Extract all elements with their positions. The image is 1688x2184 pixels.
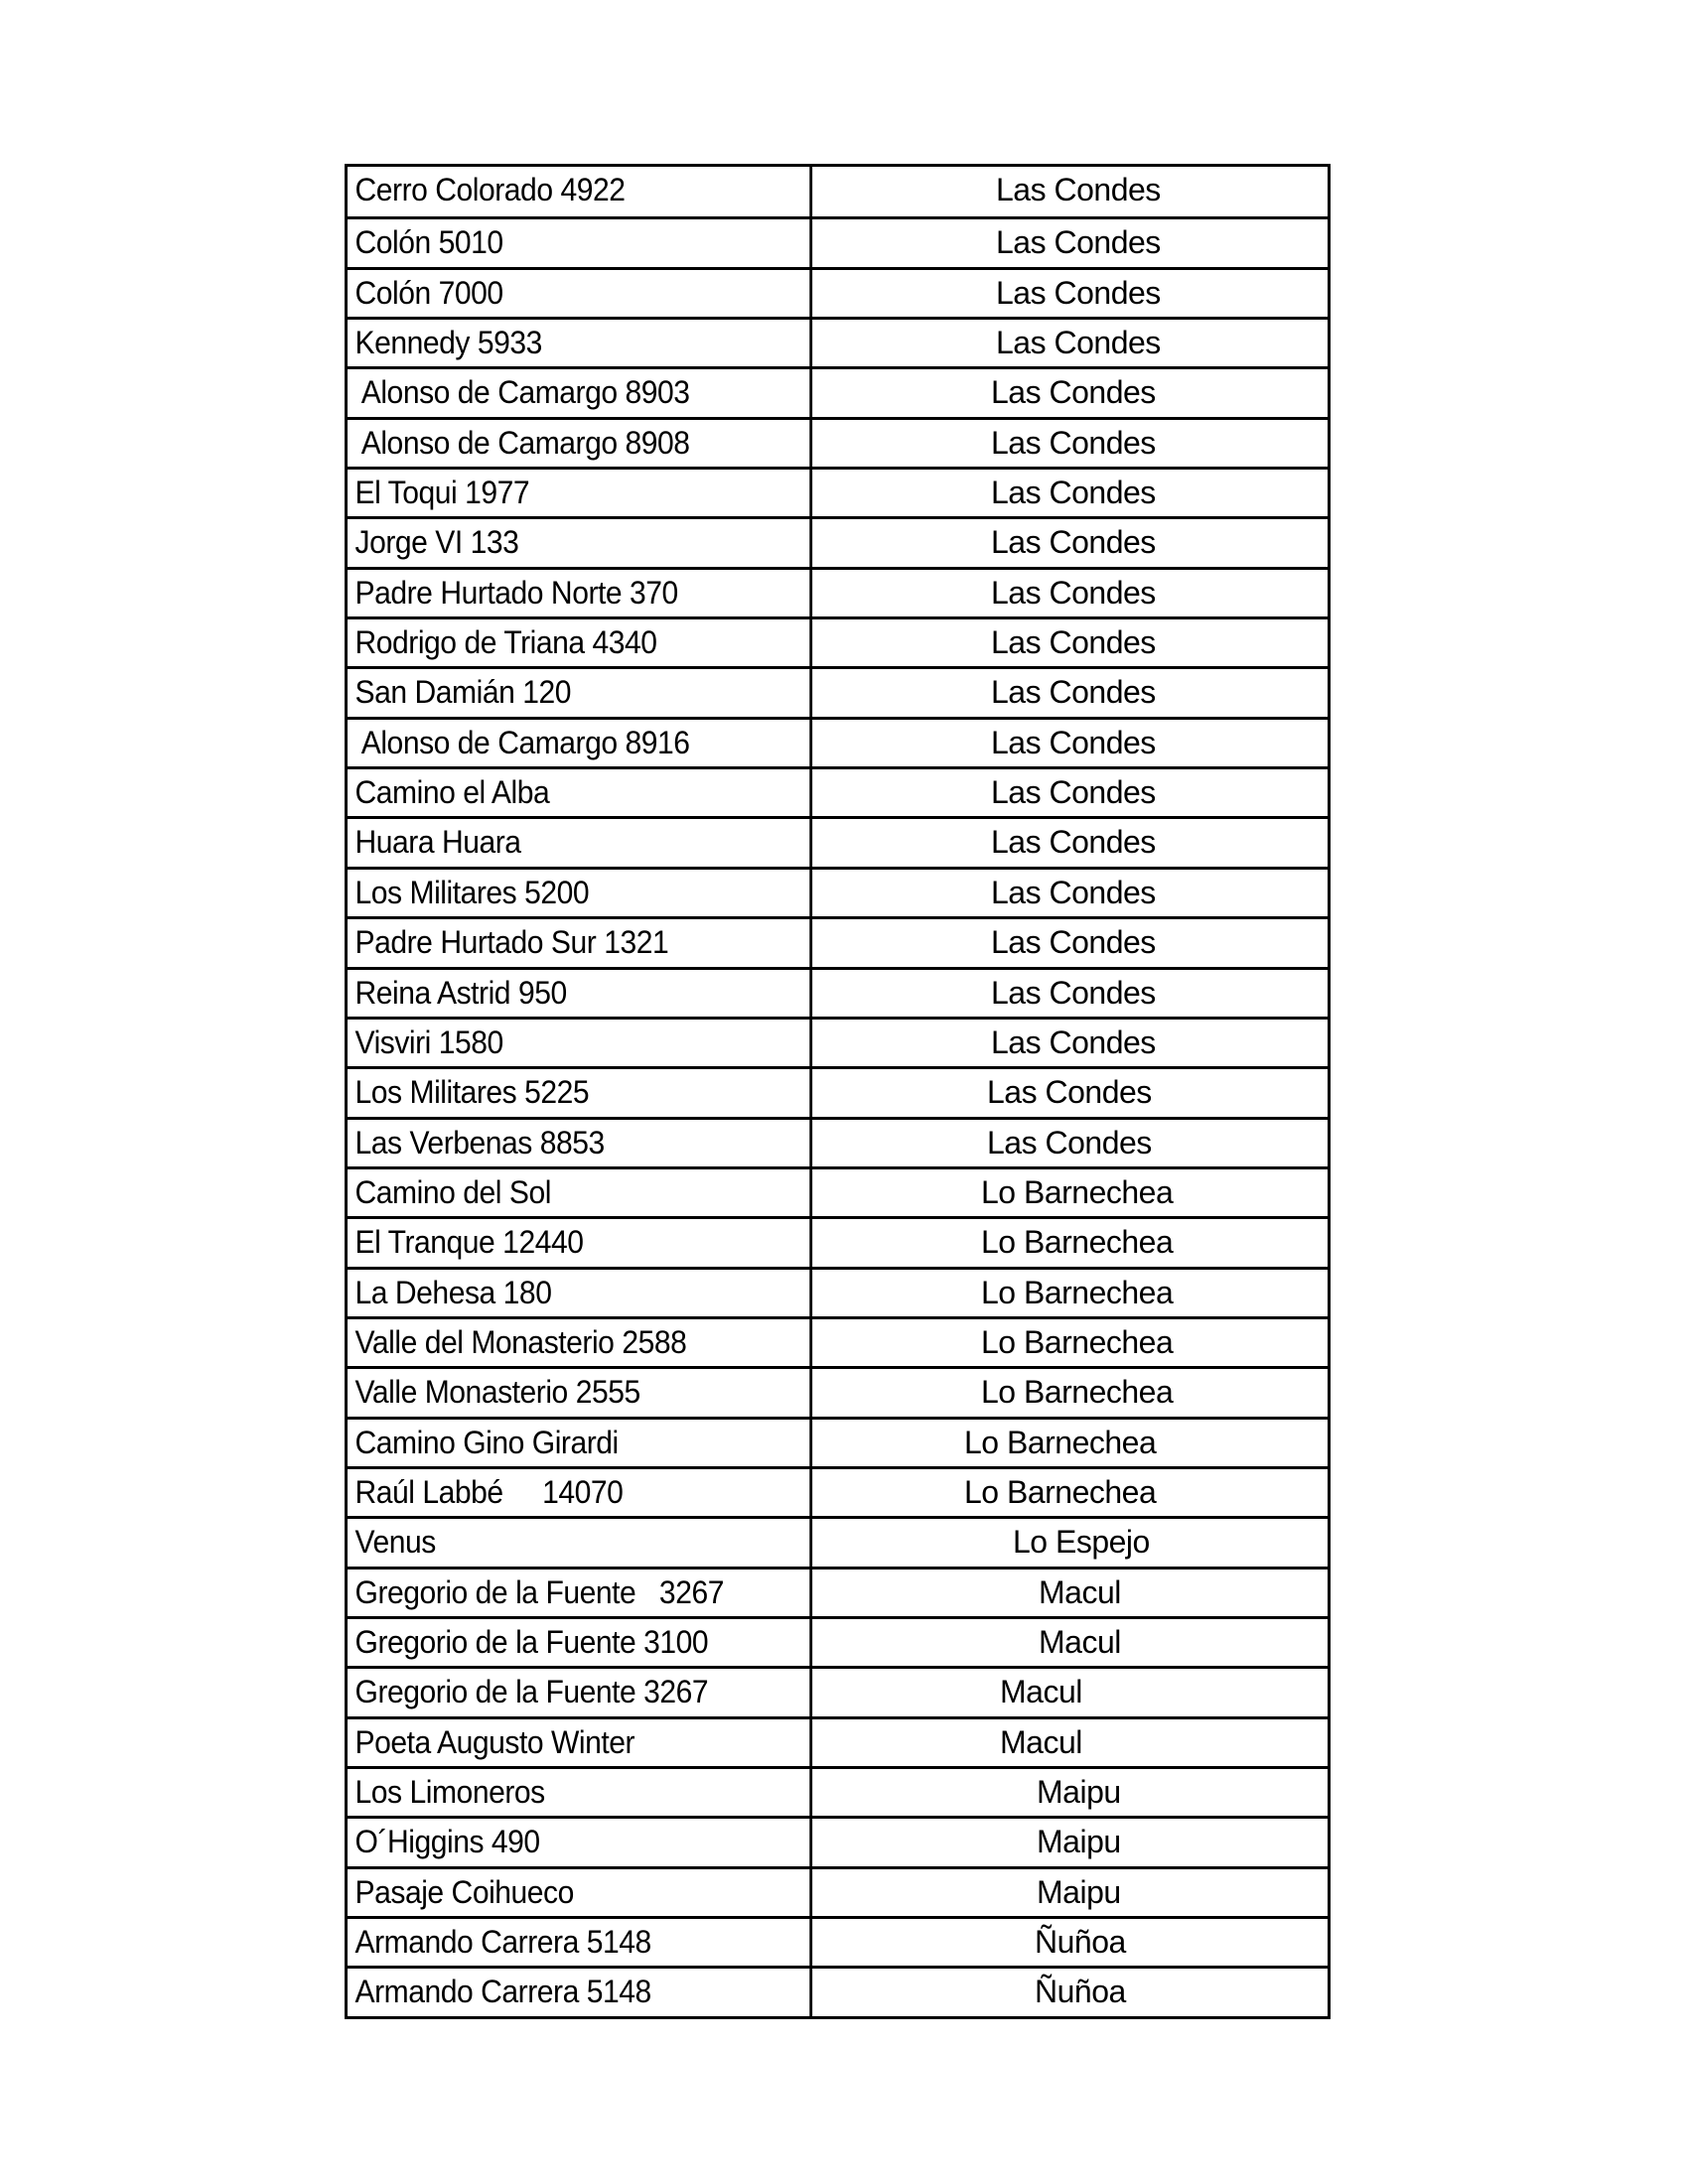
address-cell: Valle Monasterio 2555 [348, 1369, 812, 1416]
address-cell: Jorge VI 133 [348, 519, 812, 566]
address-cell: El Toqui 1977 [348, 470, 812, 516]
table-row [348, 1216, 1328, 1266]
table-row [348, 417, 1328, 467]
table-row [348, 1567, 1328, 1616]
commune-cell: Las Condes [991, 624, 1156, 661]
commune-cell: Macul [1039, 1623, 1121, 1660]
address-cell: Poeta Augusto Winter [348, 1719, 812, 1766]
address-cell: Raúl Labbé 14070 [348, 1469, 812, 1516]
commune-cell: Maipu [1037, 1824, 1121, 1860]
commune-cell: Las Condes [991, 424, 1156, 461]
commune-cell: Las Condes [991, 475, 1156, 511]
table-row [348, 467, 1328, 516]
table-row [348, 816, 1328, 866]
table-row [348, 1966, 1328, 2015]
table-row [348, 1417, 1328, 1466]
address-cell: Padre Hurtado Sur 1321 [348, 919, 812, 966]
table-row [348, 216, 1328, 266]
table-row [348, 616, 1328, 666]
address-cell: Las Verbenas 8853 [348, 1120, 812, 1166]
commune-cell: Lo Barnechea [981, 1224, 1174, 1261]
commune-cell: Las Condes [996, 325, 1161, 361]
address-cell: Colón 7000 [348, 270, 812, 317]
table-row [348, 1316, 1328, 1366]
address-cell: Venus [348, 1519, 812, 1566]
table-row [348, 717, 1328, 766]
table-row [348, 1816, 1328, 1865]
commune-cell: Las Condes [991, 874, 1156, 910]
table-row [348, 317, 1328, 366]
commune-cell: Las Condes [991, 574, 1156, 611]
table-row [348, 1017, 1328, 1066]
table-row [348, 1716, 1328, 1766]
table-row [348, 1766, 1328, 1816]
address-cell: Gregorio de la Fuente 3100 [348, 1619, 812, 1666]
address-cell: Los Limoneros [348, 1769, 812, 1816]
address-cell: Huara Huara [348, 819, 812, 866]
table-row [348, 167, 1328, 216]
address-cell: Padre Hurtado Norte 370 [348, 570, 812, 616]
table-row [348, 1866, 1328, 1916]
commune-cell: Las Condes [991, 924, 1156, 961]
address-cell: San Damián 120 [348, 669, 812, 716]
address-cell: El Tranque 12440 [348, 1219, 812, 1266]
commune-cell: Lo Espejo [1013, 1524, 1150, 1561]
table-row [348, 1466, 1328, 1516]
address-cell: Alonso de Camargo 8916 [348, 720, 812, 766]
commune-cell: Maipu [1037, 1873, 1121, 1910]
commune-cell: Las Condes [996, 274, 1161, 311]
address-cell: Colón 5010 [348, 219, 812, 266]
table-row [348, 1166, 1328, 1216]
commune-cell: Las Condes [987, 1074, 1152, 1111]
commune-cell: Lo Barnechea [981, 1323, 1174, 1360]
address-cell: Reina Astrid 950 [348, 970, 812, 1017]
address-cell: O´Higgins 490 [348, 1819, 812, 1865]
commune-cell: Lo Barnechea [981, 1173, 1174, 1210]
address-cell: Visviri 1580 [348, 1020, 812, 1066]
commune-cell: Maipu [1037, 1774, 1121, 1810]
commune-cell: Las Condes [991, 374, 1156, 411]
table-row [348, 1117, 1328, 1166]
commune-cell: Lo Barnechea [981, 1374, 1174, 1411]
address-cell: Cerro Colorado 4922 [348, 167, 812, 216]
address-cell: Gregorio de la Fuente 3267 [348, 1570, 812, 1616]
commune-cell: Macul [1000, 1674, 1082, 1710]
commune-cell: Las Condes [991, 524, 1156, 561]
commune-cell: Las Condes [991, 674, 1156, 711]
address-cell: Gregorio de la Fuente 3267 [348, 1669, 812, 1715]
commune-cell: Macul [1000, 1723, 1082, 1760]
commune-cell: Las Condes [991, 824, 1156, 861]
commune-cell: Las Condes [991, 774, 1156, 811]
table-row [348, 1916, 1328, 1966]
table-row [348, 967, 1328, 1017]
table-row [348, 567, 1328, 616]
commune-cell: Macul [1039, 1573, 1121, 1610]
address-cell: Camino del Sol [348, 1169, 812, 1216]
commune-cell: Las Condes [987, 1124, 1152, 1160]
table-row [348, 1616, 1328, 1666]
table-row [348, 1666, 1328, 1715]
commune-cell: Lo Barnechea [981, 1274, 1174, 1310]
address-table [345, 164, 1331, 2019]
address-cell: Camino Gino Girardi [348, 1420, 812, 1466]
table-row [348, 267, 1328, 317]
address-cell: Camino el Alba [348, 769, 812, 816]
commune-cell: Las Condes [991, 974, 1156, 1011]
commune-cell: Las Condes [991, 1024, 1156, 1060]
address-cell: Valle del Monasterio 2588 [348, 1319, 812, 1366]
address-cell: Armando Carrera 5148 [348, 1969, 812, 2015]
address-cell: Rodrigo de Triana 4340 [348, 619, 812, 666]
address-cell: Armando Carrera 5148 [348, 1919, 812, 1966]
table-row [348, 916, 1328, 966]
table-row [348, 666, 1328, 716]
table-row [348, 1516, 1328, 1566]
address-cell: La Dehesa 180 [348, 1270, 812, 1316]
table-row [348, 1366, 1328, 1416]
commune-cell: Ñuñoa [1035, 1924, 1126, 1961]
table-row [348, 1267, 1328, 1316]
table-row [348, 766, 1328, 816]
table-row [348, 867, 1328, 916]
address-cell: Alonso de Camargo 8908 [348, 420, 812, 467]
address-cell: Los Militares 5225 [348, 1069, 812, 1116]
table-row [348, 516, 1328, 566]
commune-cell: Las Condes [996, 224, 1161, 261]
table-row [348, 366, 1328, 416]
table-row [348, 1066, 1328, 1116]
commune-cell: Lo Barnechea [964, 1473, 1157, 1510]
address-cell: Kennedy 5933 [348, 320, 812, 366]
address-cell: Alonso de Camargo 8903 [348, 369, 812, 416]
address-cell: Pasaje Coihueco [348, 1869, 812, 1916]
commune-cell: Ñuñoa [1035, 1974, 1126, 2010]
commune-cell: Las Condes [991, 724, 1156, 760]
commune-cell: Las Condes [996, 172, 1161, 207]
commune-cell: Lo Barnechea [964, 1424, 1157, 1460]
address-cell: Los Militares 5200 [348, 870, 812, 916]
